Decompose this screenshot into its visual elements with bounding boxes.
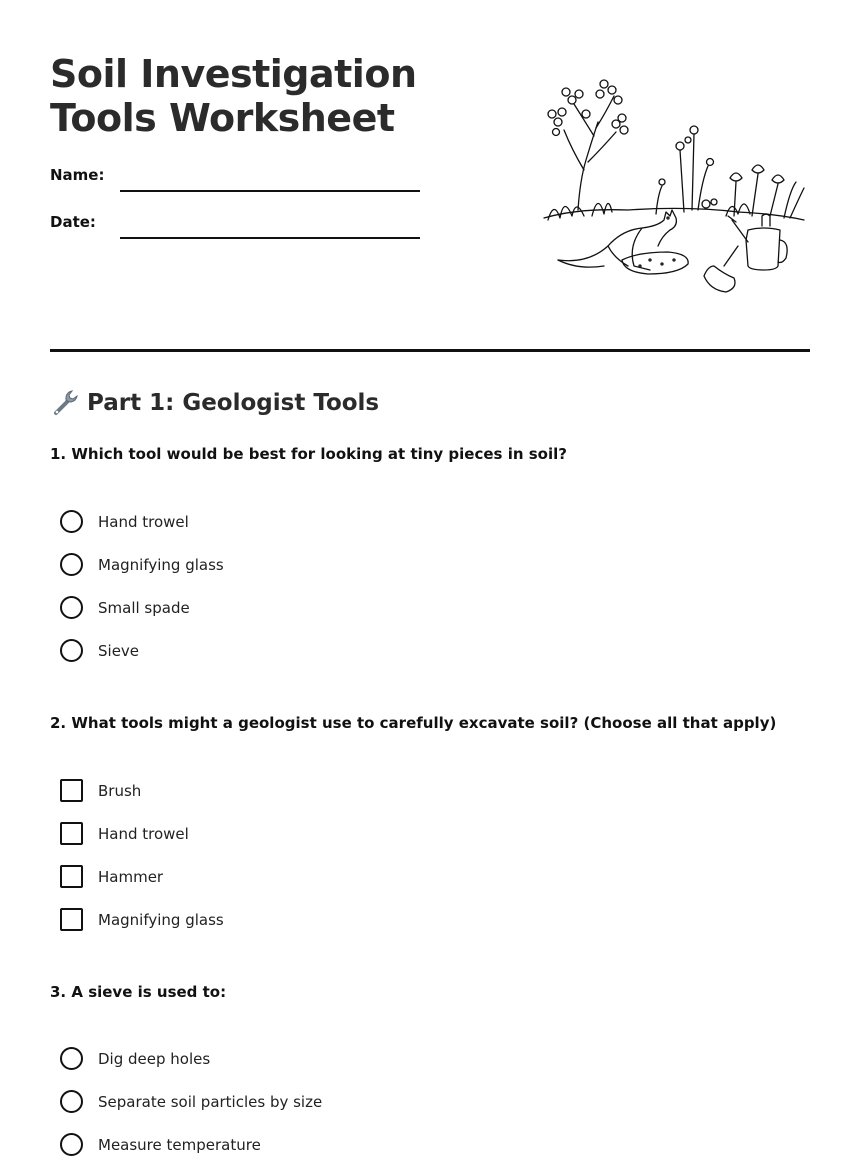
radio-button[interactable] <box>60 596 83 619</box>
q2-option[interactable]: Brush <box>60 769 224 812</box>
radio-button[interactable] <box>60 553 83 576</box>
name-field <box>50 166 420 184</box>
question-3-options <box>60 1037 322 1161</box>
question-3: 3. A sieve is used to: <box>50 983 227 1001</box>
worksheet-title: Soil Investigation Tools Worksheet <box>50 52 417 140</box>
q1-option[interactable]: Small spade <box>60 586 224 629</box>
q2-option[interactable]: Hand trowel <box>60 812 224 855</box>
date-field <box>50 213 420 231</box>
question-1-options <box>60 500 224 672</box>
q3-option[interactable]: Measure temperature <box>60 1123 322 1161</box>
q1-option[interactable]: Hand trowel <box>60 500 224 543</box>
checkbox[interactable] <box>60 822 83 845</box>
checkbox[interactable] <box>60 908 83 931</box>
wrench-icon <box>50 388 80 418</box>
q1-option[interactable]: Sieve <box>60 629 224 672</box>
part1-heading-text: Part 1: Geologist Tools <box>87 390 380 416</box>
question-2: 2. What tools might a geologist use to carefully excavate soil? (Choose all that apply) <box>50 714 777 732</box>
radio-button[interactable] <box>60 1133 83 1156</box>
date-write-line[interactable] <box>120 237 420 239</box>
name-label: Name: <box>50 166 105 184</box>
name-write-line[interactable] <box>120 190 420 192</box>
date-label: Date: <box>50 213 96 231</box>
question-2-options <box>60 769 224 941</box>
question-1: 1. Which tool would be best for looking at tiny pieces in soil? <box>50 445 567 463</box>
q1-option[interactable]: Magnifying glass <box>60 543 224 586</box>
radio-button[interactable] <box>60 510 83 533</box>
q3-option[interactable]: Dig deep holes <box>60 1037 322 1080</box>
part1-heading <box>50 388 379 418</box>
radio-button[interactable] <box>60 1047 83 1070</box>
q2-option[interactable]: Magnifying glass <box>60 898 224 941</box>
checkbox[interactable] <box>60 865 83 888</box>
q3-option[interactable]: Separate soil particles by size <box>60 1080 322 1123</box>
q2-option[interactable]: Hammer <box>60 855 224 898</box>
radio-button[interactable] <box>60 1090 83 1113</box>
garden-kangaroo-illustration <box>538 70 810 302</box>
header-divider <box>50 349 810 352</box>
radio-button[interactable] <box>60 639 83 662</box>
checkbox[interactable] <box>60 779 83 802</box>
